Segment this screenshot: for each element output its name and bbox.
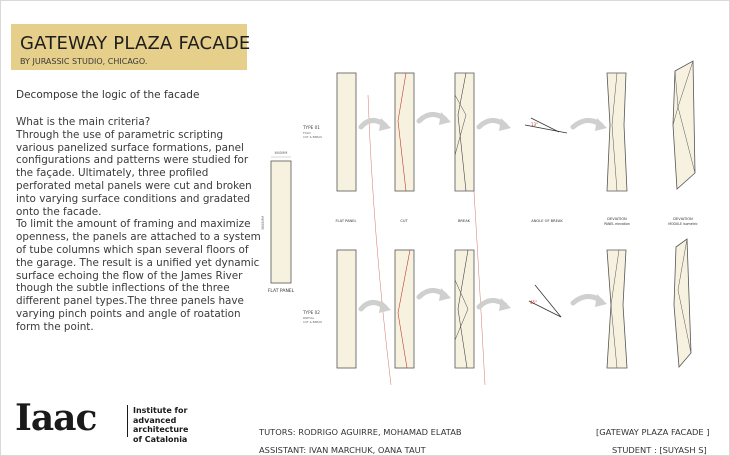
flat-panel-caption: FLAT PANEL bbox=[267, 289, 295, 294]
assistant-text: ASSISTANT: IVAN MARCHUK, OANA TAUT bbox=[259, 445, 426, 455]
step-label-deviation-panel-b: PANEL elevation bbox=[604, 222, 630, 226]
angle-label-bottom: 45° bbox=[530, 300, 538, 305]
logo-line-3: architecture bbox=[133, 425, 189, 434]
step-label-deviation-module-a: DEVIATION bbox=[673, 217, 693, 221]
logo-line-2: advanced bbox=[133, 415, 177, 425]
logo-line-4: of Catalonia bbox=[133, 434, 188, 444]
type2-sub-b: CUT & BREAK bbox=[303, 320, 323, 324]
flat-panel-width-dim: 600MM bbox=[274, 151, 288, 155]
type2-sub-a: PARTIAL bbox=[303, 316, 315, 320]
row-type-02 bbox=[337, 239, 691, 368]
flat-panel-standalone bbox=[271, 161, 291, 283]
iaac-logo: Iaac bbox=[15, 397, 97, 439]
step-label-cut: CUT bbox=[400, 219, 408, 223]
page-subtitle: BY JURASSIC STUDIO, CHICAGO. bbox=[20, 57, 148, 66]
project-tag: [GATEWAY PLAZA FACADE ] bbox=[596, 427, 710, 437]
step-label-break: BREAK bbox=[457, 219, 471, 223]
row-type-01 bbox=[337, 61, 695, 191]
type1-sub-a: FOLD bbox=[303, 131, 311, 135]
criteria-question: What is the main criteria? bbox=[16, 116, 151, 128]
angle-label-top: 13° bbox=[531, 122, 539, 127]
step-label-flat: FLAT PANEL bbox=[335, 219, 357, 223]
step-label-angle: ANGLE OF BREAK bbox=[531, 219, 563, 223]
criteria-paragraph-1: Through the use of parametric scripting various panelized surface formations, panel configurations and patterns were studied for the façade. Ultimately, three profiled perforated metal panels were cut and broken into varying surface conditions and gradated onto the facade. bbox=[16, 128, 252, 218]
type1-sub-b: CUT & BREAK bbox=[303, 135, 323, 139]
iaac-logo-text bbox=[133, 406, 188, 444]
flat-panel-height-dim: 3600MM bbox=[261, 215, 265, 231]
type1-label: TYPE 01 bbox=[303, 125, 320, 130]
step-label-deviation-panel-a: DEVIATION bbox=[607, 217, 627, 221]
facade-diagram bbox=[255, 55, 730, 385]
body-text bbox=[16, 116, 264, 334]
page-title: GATEWAY PLAZA FACADE bbox=[20, 33, 251, 54]
student-tag: STUDENT : [SUYASH S] bbox=[612, 445, 707, 455]
section-heading: Decompose the logic of the facade bbox=[16, 89, 200, 101]
tutors-text: TUTORS: RODRIGO AGUIRRE, MOHAMAD ELATAB bbox=[259, 427, 462, 437]
criteria-paragraph-2: To limit the amount of framing and maximize openness, the panels are attached to a system of tube columns which span several floors of the garage. The result is a unified yet dynamic surface echoing the flow of the James River though the subtle inflections of the three different panel types.The three panels have varying pinch points and angle of roatation form the point. bbox=[16, 218, 261, 333]
logo-line-1: Institute for bbox=[133, 406, 188, 415]
title-block bbox=[11, 24, 251, 70]
type2-label: TYPE 02 bbox=[303, 310, 320, 315]
step-label-deviation-module-b: MODULE isometric bbox=[668, 222, 698, 226]
logo-divider bbox=[127, 405, 128, 437]
